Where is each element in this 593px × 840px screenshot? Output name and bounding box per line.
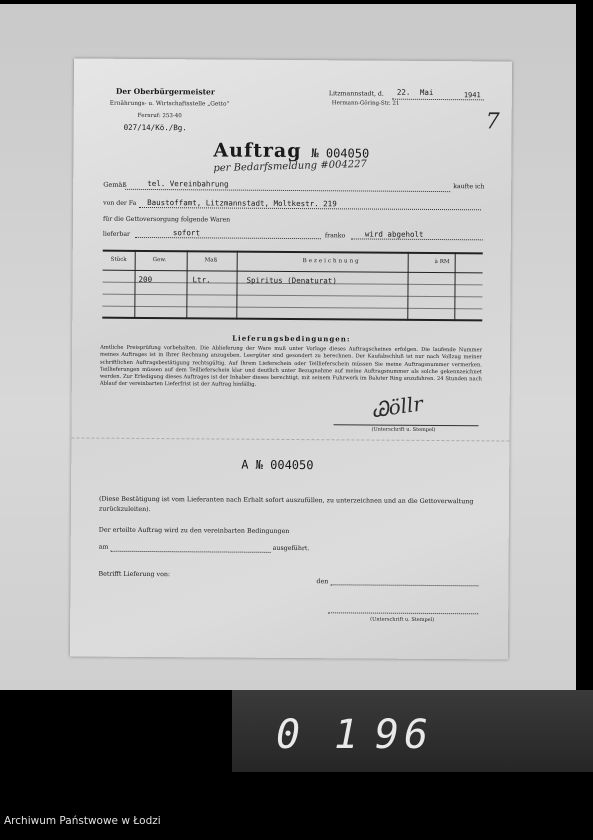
phone: Fernruf: 253-40 [137,112,182,120]
table-col-divider [186,250,187,319]
table-bottom-rule [102,317,482,322]
confirmation-signature-caption: (Unterschrift u. Stempel) [370,616,435,624]
signature: Ꮚöllr [370,391,425,423]
table-row-rule [102,306,482,310]
office: Ernährungs- u. Wirtschaftsstelle „Getto“ [109,100,230,108]
conditions-title: Lieferungsbedingungen: [232,333,351,344]
order-document [70,58,512,659]
th-stueck: Stück [110,256,127,263]
table-col-divider [236,251,237,320]
deliverable-line [135,237,321,239]
table-col-divider [407,252,408,321]
counter-digit: 1 [334,712,361,758]
film-edge-right [576,0,593,690]
page-mark: 7 [485,109,500,135]
handwritten-reference: per Bedarfsmeldung #004227 [213,158,368,175]
table-col-divider [454,252,455,321]
reference-number: 027/14/Kö./Bg. [123,122,187,133]
conditions-text: Amtliche Preisprüfung vorbehalten. Die Ablieferung der Ware muß unter Vorlage dieses Auftragscheines erfolgen. Die laufende Nummer meines Auftrages ist in Ihrer Rechnung anzugeben. Leergüter sind gesondert zu berechnen. Der Kaufabschluß ist nur nach Vollzug meiner schriftlichen Auftragsbestätigung rechtsgültig. Auf Ihrem Lieferschein oder Teillieferschein müssen Sie meine Auftragsnummer vermerken. Teillieferungen müssen auf dem Teillieferschein klar und deutlich unter Bezugnahme auf meine Auftragsnummer als solche gekennzeichnet werden. Zur Erledigung dieses Auftrages ist der Inhaber dieses berechtigt, mit seinem Fuhrwerk im Baluter Ring anzufahren. 24 Stunden nach Ablauf der vereinbarten Lieferfrist ist der Auftrag hinfällig. [99,344,483,389]
authority: Der Oberbürgermeister [115,86,215,97]
order-number: № 004050 [311,146,370,161]
confirmation-title: A № 004050 [241,457,314,473]
franko-line [351,238,483,240]
franko-label: franko [324,232,346,240]
counter-digit: 6 [404,712,431,758]
purpose: für die Gettoversorgung folgende Waren [102,215,231,224]
counter-digit: 0 [276,712,303,758]
table-row-description: Spiritus (Denaturat) [246,275,337,286]
confirmation-line1: Der erteilte Auftrag wird zu den vereinbarten Bedingungen [98,526,290,535]
table-row-weight: 200 [138,274,153,285]
firm-value: Baustoffamt, Litzmannstadt, Moltkestr. 219 [147,197,337,209]
kaufte-label: kaufte ich [453,183,485,191]
am-line [111,551,271,553]
ausgefuehrt-label: ausgeführt. [272,544,310,553]
counter-digit: 9 [375,712,402,758]
confirmation-signature-line [328,612,478,614]
gemaess-value: tel. Vereinbahrung [147,178,229,189]
betrifft-label: Betrifft Lieferung von: [98,570,171,579]
franko-value: wird abgeholt [364,229,424,239]
table-col-divider [134,250,135,319]
firm-line [139,207,481,210]
deliverable-label: lieferbar [102,230,131,238]
date-year: 1941 [463,91,481,100]
table-row-rule [102,294,482,298]
confirmation-instruction: (Diese Bestätigung ist vom Lieferanten nach Erhalt sofort auszufüllen, zu unterzeichnen und an die Gettoverwaltung zurückzuleiten). [98,495,474,514]
address: Hermann-Göring-Str. 21 [331,100,400,107]
gemaess-label: Gemäß [103,180,127,189]
firm-label: von der Fa [103,199,137,207]
perforation-line [71,437,509,441]
den-label: den [316,578,329,586]
th-bezeichnung: Bezeichnung [302,258,361,265]
place-prefix: Litzmannstadt, d. [328,90,384,98]
date-line [392,99,484,101]
film-edge-top [0,0,593,4]
order-title: Auftrag [213,139,302,163]
am-label: am [98,543,109,551]
date-day: 22. [396,87,411,97]
signature-caption: (Unterschrift u. Stempel) [371,426,436,434]
table-top-rule [103,250,483,255]
gemaess-line [125,189,450,192]
table-row-unit: Ltr. [192,275,211,285]
table-header-rule [103,270,483,274]
th-gewicht: Gew. [152,257,167,264]
den-line [330,584,478,586]
th-mass: Maß [204,257,218,264]
th-price: à RM [434,259,450,266]
archive-caption: Archiwum Państwowe w Łodzi [4,815,161,827]
date-month: Mai [419,87,434,97]
deliverable-value: sofort [172,228,201,238]
